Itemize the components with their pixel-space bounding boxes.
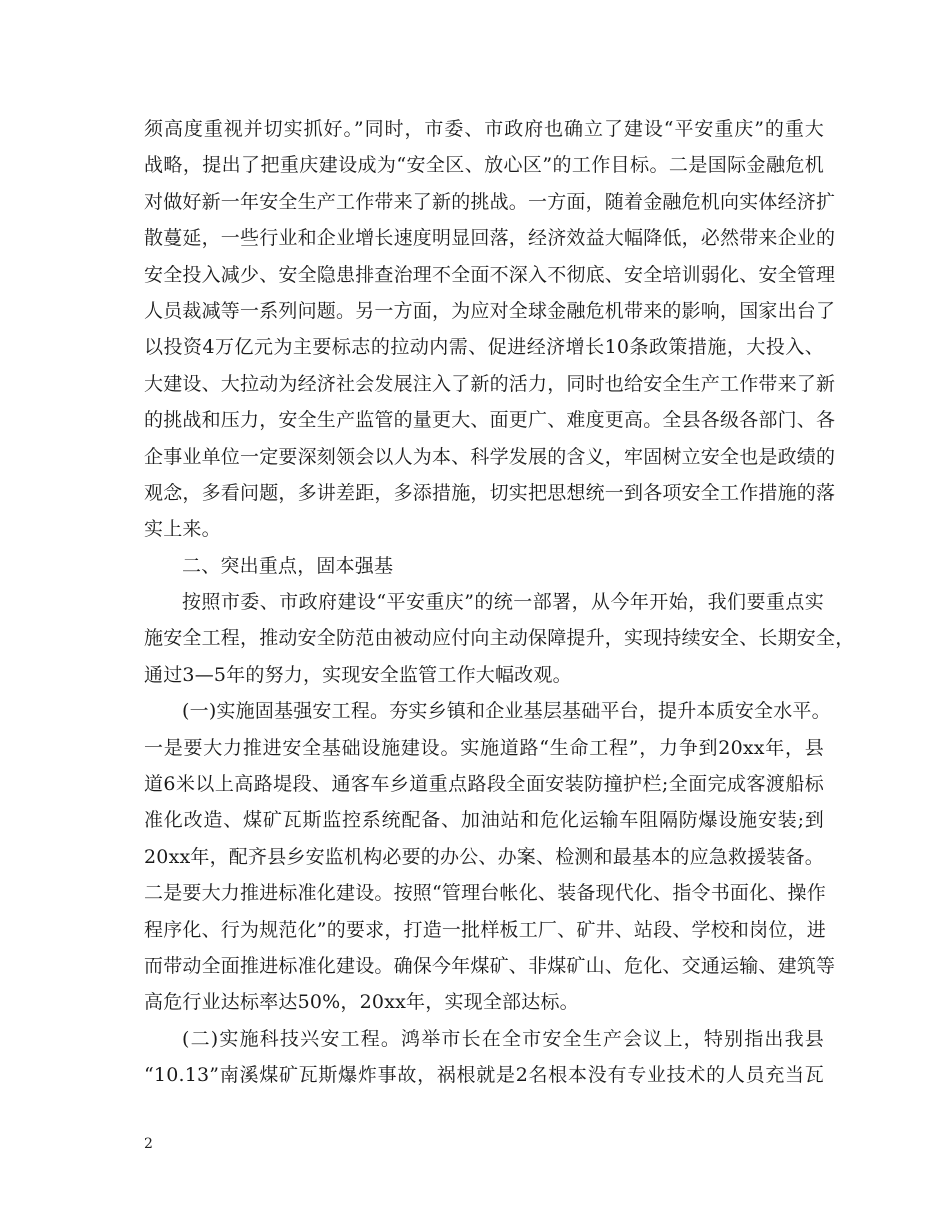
text-line: 按照市委、市政府建设“平安重庆”的统一部署，从今年开始，我们要重点实: [182, 591, 824, 614]
text-line: 散蔓延，一些行业和企业增长速度明显回落，经济效益大幅降低，必然带来企业的: [144, 227, 836, 250]
text-line: 程序化、行为规范化”的要求，打造一批样板工厂、矿井、站段、学校和岗位，进: [144, 918, 826, 941]
text-line: 的挑战和压力，安全生产监管的量更大、面更广、难度更高。全县各级各部门、各: [144, 409, 836, 432]
text-line: 一是要大力推进安全基础设施建设。实施道路“生命工程”，力争到20xx年，县: [144, 736, 824, 759]
text-line: 实上来。: [144, 518, 221, 541]
text-line: 对做好新一年安全生产工作带来了新的挑战。一方面，随着金融危机向实体经济扩: [144, 190, 836, 213]
text-line: 人员裁减等一系列问题。另一方面，为应对全球金融危机带来的影响，国家出台了: [144, 299, 836, 322]
text-line: 通过3—5年的努力，实现安全监管工作大幅改观。: [144, 663, 572, 686]
text-line: 战略，提出了把重庆建设成为“安全区、放心区”的工作目标。二是国际金融危机: [144, 154, 824, 177]
text-line: 大建设、大拉动为经济社会发展注入了新的活力，同时也给安全生产工作带来了新: [144, 372, 836, 395]
text-line: 观念，多看问题，多讲差距，多添措施，切实把思想统一到各项安全工作措施的落: [144, 481, 836, 504]
text-line: 安全投入减少、安全隐患排查治理不全面不深入不彻底、安全培训弱化、安全管理: [144, 263, 836, 286]
document-body: [144, 111, 855, 1094]
text-line: 施安全工程，推动安全防范由被动应付向主动保障提升，实现持续安全、长期安全，: [144, 627, 855, 650]
text-line: 企事业单位一定要深刻领会以人为本、科学发展的含义，牢固树立安全也是政绩的: [144, 445, 836, 468]
text-line: 道6米以上高路堤段、通客车乡道重点路段全面安装防撞护栏;全面完成客渡船标: [144, 773, 824, 796]
text-line: 20xx年，配齐县乡安监机构必要的办公、办案、检测和最基本的应急救援装备。: [144, 845, 825, 868]
text-line: 须高度重视并切实抓好。”同时，市委、市政府也确立了建设“平安重庆”的重大: [144, 118, 824, 140]
section-heading: 二、突出重点，固本强基: [182, 554, 394, 577]
text-line: 准化改造、煤矿瓦斯监控系统配备、加油站和危化运输车阻隔防爆设施安装;到: [144, 809, 824, 832]
text-line: (二)实施科技兴安工程。鸿举市长在全市安全生产会议上，特别指出我县: [182, 1027, 824, 1050]
text-line: 而带动全面推进标准化建设。确保今年煤矿、非煤矿山、危化、交通运输、建筑等: [144, 954, 836, 977]
text-line: 二是要大力推进标准化建设。按照“管理台帐化、装备现代化、指令书面化、操作: [144, 882, 826, 905]
text-line: 以投资4万亿元为主要标志的拉动内需、促进经济增长10条政策措施，大投入、: [144, 336, 824, 359]
text-line: 高危行业达标率达50%，20xx年，实现全部达标。: [144, 991, 579, 1014]
text-line: (一)实施固基强安工程。夯实乡镇和企业基层基础平台，提升本质安全水平。: [182, 700, 831, 723]
page-number: 2: [144, 1136, 153, 1152]
text-line: “10.13”南溪煤矿瓦斯爆炸事故，祸根就是2名根本没有专业技术的人员充当瓦: [144, 1064, 824, 1087]
